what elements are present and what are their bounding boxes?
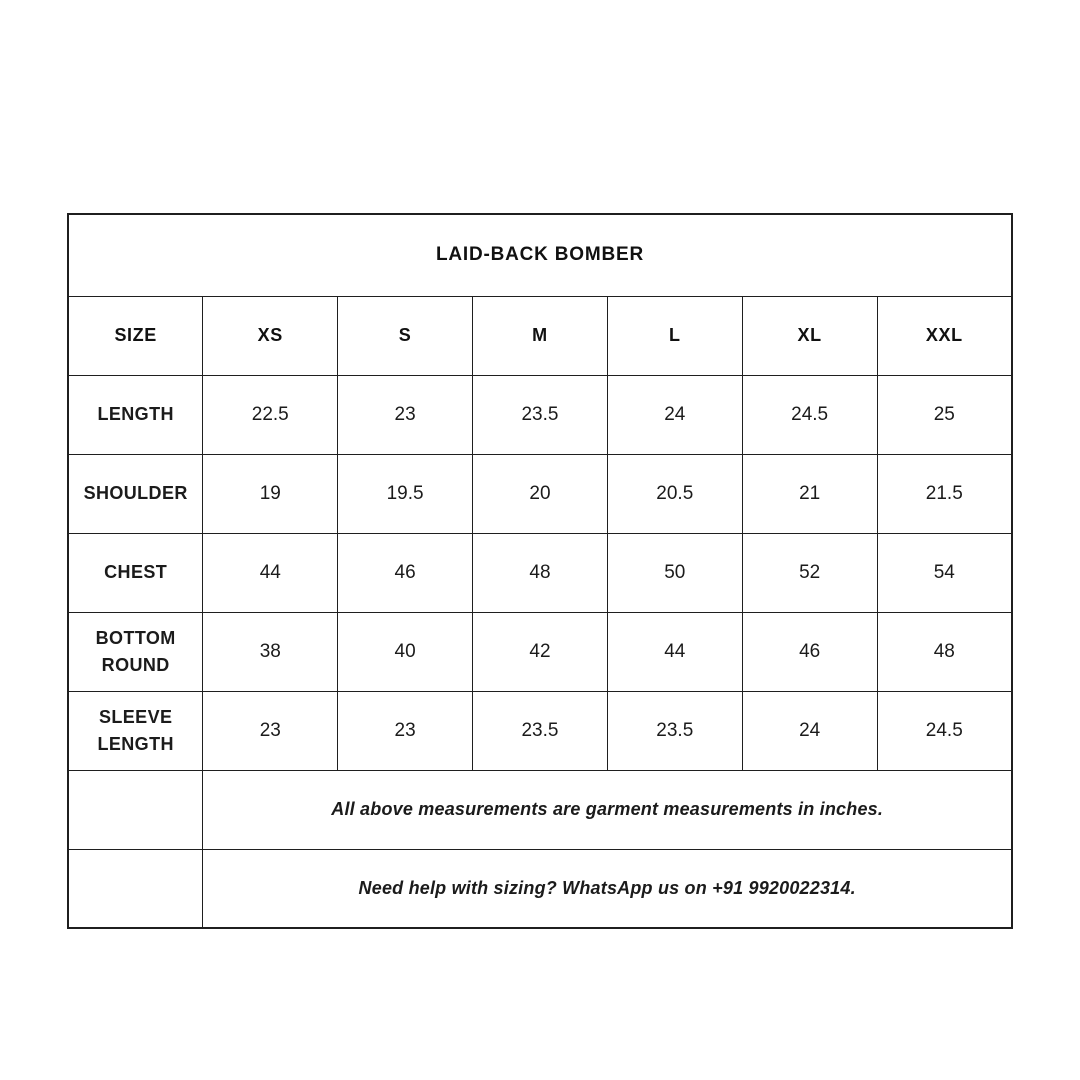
length-s: 23 [338, 375, 473, 454]
length-xxl: 25 [877, 375, 1012, 454]
table-row-shoulder [68, 454, 1012, 533]
shoulder-xl: 21 [742, 454, 877, 533]
sleeve-length-m: 23.5 [473, 691, 608, 770]
shoulder-s: 19.5 [338, 454, 473, 533]
shoulder-xxl: 21.5 [877, 454, 1012, 533]
column-header-size: SIZE [68, 296, 203, 375]
column-header-xs: XS [203, 296, 338, 375]
bottom-round-m: 42 [473, 612, 608, 691]
length-m: 23.5 [473, 375, 608, 454]
table-row-length [68, 375, 1012, 454]
column-header-m: M [473, 296, 608, 375]
column-header-s: S [338, 296, 473, 375]
sizing-help-note: Need help with sizing? WhatsApp us on +91 9920022314. [203, 849, 1012, 928]
product-title: LAID-BACK BOMBER [68, 214, 1012, 296]
sleeve-length-s: 23 [338, 691, 473, 770]
chest-s: 46 [338, 533, 473, 612]
row-label-sleeve-length: SLEEVE LENGTH [68, 691, 203, 770]
bottom-round-s: 40 [338, 612, 473, 691]
table-row-bottom-round [68, 612, 1012, 691]
sizing-help-row [68, 849, 1012, 928]
chest-xl: 52 [742, 533, 877, 612]
empty-cell [68, 849, 203, 928]
length-l: 24 [607, 375, 742, 454]
bottom-round-xs: 38 [203, 612, 338, 691]
bottom-round-l: 44 [607, 612, 742, 691]
table-row-chest [68, 533, 1012, 612]
length-xs: 22.5 [203, 375, 338, 454]
measurements-note: All above measurements are garment measurements in inches. [203, 770, 1012, 849]
chest-xs: 44 [203, 533, 338, 612]
sleeve-length-xl: 24 [742, 691, 877, 770]
row-label-chest: CHEST [68, 533, 203, 612]
table-row-sleeve-length [68, 691, 1012, 770]
shoulder-m: 20 [473, 454, 608, 533]
bottom-round-xl: 46 [742, 612, 877, 691]
sleeve-length-xs: 23 [203, 691, 338, 770]
chest-l: 50 [607, 533, 742, 612]
column-header-l: L [607, 296, 742, 375]
row-label-length: LENGTH [68, 375, 203, 454]
title-row [68, 214, 1012, 296]
column-header-xl: XL [742, 296, 877, 375]
sleeve-length-xxl: 24.5 [877, 691, 1012, 770]
length-xl: 24.5 [742, 375, 877, 454]
size-header-row [68, 296, 1012, 375]
empty-cell [68, 770, 203, 849]
measurements-note-row [68, 770, 1012, 849]
column-header-xxl: XXL [877, 296, 1012, 375]
size-chart-table [67, 213, 1013, 929]
shoulder-l: 20.5 [607, 454, 742, 533]
row-label-bottom-round: BOTTOM ROUND [68, 612, 203, 691]
sleeve-length-l: 23.5 [607, 691, 742, 770]
shoulder-xs: 19 [203, 454, 338, 533]
chest-m: 48 [473, 533, 608, 612]
chest-xxl: 54 [877, 533, 1012, 612]
bottom-round-xxl: 48 [877, 612, 1012, 691]
row-label-shoulder: SHOULDER [68, 454, 203, 533]
